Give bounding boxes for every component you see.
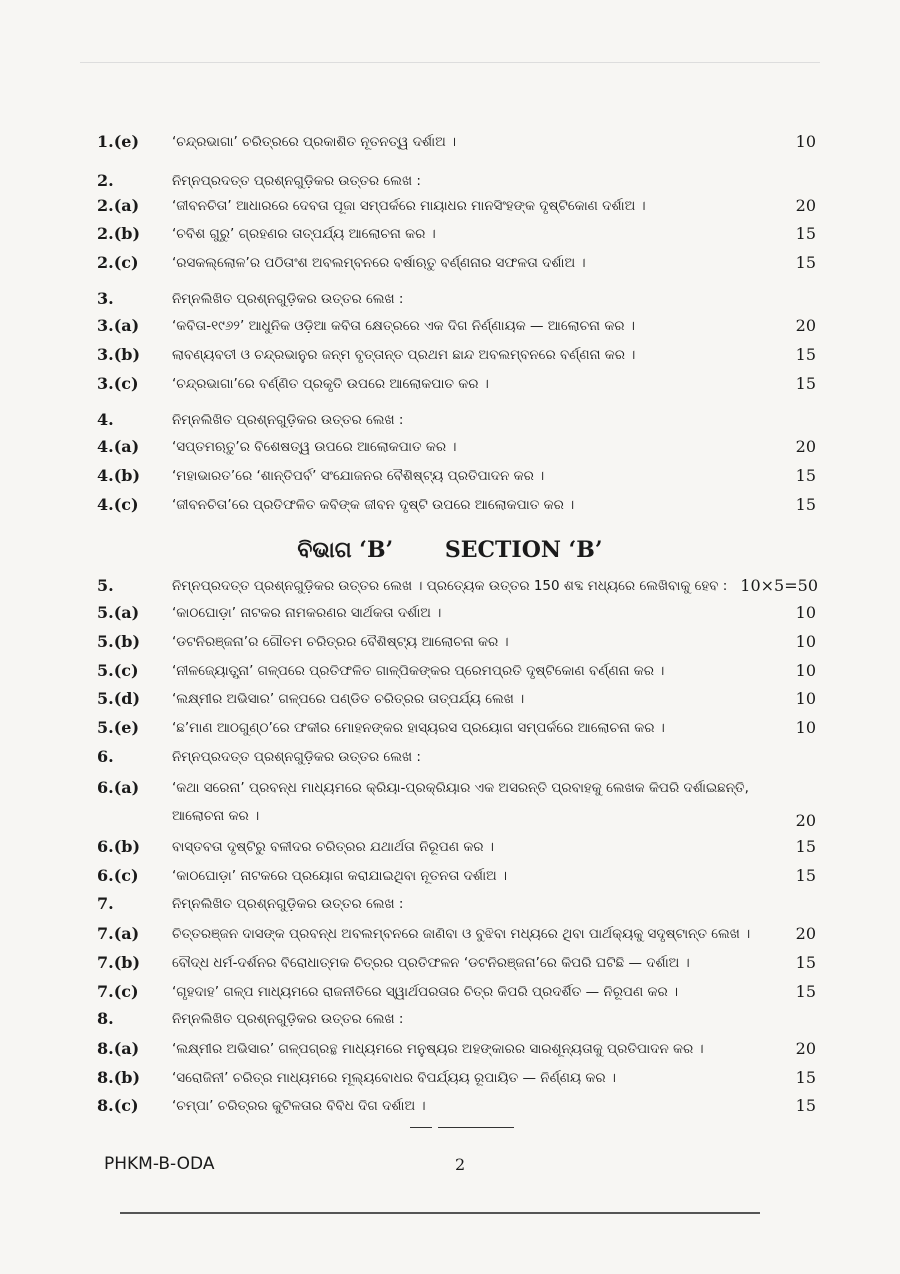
question-number: 6.(a) <box>97 778 140 797</box>
question-number: 8. <box>97 1009 114 1028</box>
question-row <box>0 220 900 248</box>
question-row <box>0 978 900 1006</box>
end-rule-short <box>410 1127 432 1128</box>
question-row <box>0 1092 900 1120</box>
question-text: ‘ଚନ୍ଦ୍ରଭାଗା’ ଚରିତ୍ରରେ ପ୍ରକାଶିତ ନୂତନତ୍ୱ ଦର୍ଶାଅ । <box>172 134 457 150</box>
question-text: ଚିତ୍ତରଞ୍ଜନ ଦାସଙ୍କ ପ୍ରବନ୍ଧ ଅବଲମ୍ବନରେ ଜାଣିବା ଓ ବୁଝିବା ମଧ୍ୟରେ ଥିବା ପାର୍ଥକ୍ୟକୁ ସଦୃଷ୍ଟାନ୍ତ ଲେଖ । <box>172 926 751 942</box>
question-text: ‘ଜୀବନଚିତା’ରେ ପ୍ରତିଫଳିତ କବିଙ୍କ ଜୀବନ ଦୃଷ୍ଟି ଉପରେ ଆଲୋକପାତ କର । <box>172 497 575 513</box>
question-row <box>0 1005 900 1033</box>
question-text: ‘ରସକଲ୍ଲୋଳ’ର ପଠିତାଂଶ ଅବଲମ୍ବନରେ ବର୍ଷାଋତୁ ବର୍ଣ୍ଣନାର ସଫଳତା ଦର୍ଶାଅ । <box>172 255 586 271</box>
question-text: ବୌଦ୍ଧ ଧର୍ମ-ଦର୍ଶନର ବିରୋଧାତ୍ମକ ଚିତ୍ରର ପ୍ରତିଫଳନ ‘ଡଟନିରଞ୍ଜନା’ରେ କିପରି ଘଟିଛି — ଦର୍ଶାଅ । <box>172 955 690 971</box>
question-text: ‘ଚମ୍ପା’ ଚରିତ୍ରର କୁଟିଳତାର ବିବିଧ ଦିଗ ଦର୍ଶାଅ । <box>172 1098 426 1114</box>
question-text: ‘ଲକ୍ଷ୍ମୀର ଅଭିସାର’ ଗଳ୍ପରେ ପଣ୍ଡିତ ଚରିତ୍ରର ତାତ୍ପର୍ଯ୍ୟ ଲେଖ । <box>172 691 525 707</box>
question-number: 2.(b) <box>97 224 141 243</box>
page-number: 2 <box>455 1155 466 1174</box>
question-marks: 15 <box>795 374 816 393</box>
question-row <box>0 285 900 313</box>
question-marks: 15 <box>795 866 816 885</box>
question-number: 5.(a) <box>97 603 140 622</box>
question-row <box>0 743 900 771</box>
question-text: ‘କଥା ସରେନା’ ପ୍ରବନ୍ଧ ମାଧ୍ୟମରେ କ୍ରିୟା-ପ୍ରକ୍ରିୟାର ଏକ ଅସରନ୍ତି ପ୍ରବାହକୁ ଲେଖକ କିପରି ଦର୍ଶାଇଛନ୍ତି, <box>172 780 749 796</box>
question-row <box>0 491 900 519</box>
section-heading <box>0 533 900 567</box>
question-text: ‘ସପ୍ତମଋତୁ’ର ବିଶେଷତ୍ୱ ଉପରେ ଆଲୋକପାତ କର । <box>172 439 457 455</box>
question-row <box>0 341 900 369</box>
question-text: ‘କବିତା-୧୯୬୨’ ଆଧୁନିକ ଓଡ଼ିଆ କବିତା କ୍ଷେତ୍ରରେ ଏକ ଦିଗ ନିର୍ଣ୍ଣାୟକ — ଆଲୋଚନା କର । <box>172 318 635 334</box>
question-number: 5.(d) <box>97 689 141 708</box>
question-row <box>0 862 900 890</box>
question-number: 5.(b) <box>97 632 141 651</box>
question-marks: 15 <box>795 495 816 514</box>
question-marks: 15 <box>795 253 816 272</box>
question-number: 4.(b) <box>97 466 141 485</box>
question-number: 6.(c) <box>97 866 139 885</box>
question-marks: 15 <box>795 466 816 485</box>
question-number: 4.(a) <box>97 437 140 456</box>
question-marks: 20 <box>795 1039 816 1058</box>
question-number: 8.(c) <box>97 1096 139 1115</box>
question-text: ନିମ୍ନଲିଖିତ ପ୍ରଶ୍ନଗୁଡ଼ିକର ଉତ୍ତର ଲେଖ : <box>172 1011 404 1027</box>
question-text: ‘ଛ’ମାଣ ଆଠଗୁଣ୍ଠ’ରେ ଫକୀର ମୋହନଙ୍କର ହାସ୍ୟରସ ପ୍ରୟୋଗ ସମ୍ପର୍କରେ ଆଲୋଚନା କର । <box>172 720 665 736</box>
question-text: ବାସ୍ତବତା ଦୃଷ୍ଟିରୁ ବଳୀଦର ଚରିତ୍ରର ଯଥାର୍ଥତା ନିରୂପଣ କର । <box>172 839 494 855</box>
question-marks: 20 <box>795 437 816 456</box>
question-number: 2. <box>97 171 114 190</box>
question-number: 6.(b) <box>97 837 141 856</box>
question-number: 3.(b) <box>97 345 141 364</box>
question-number: 4. <box>97 410 114 429</box>
question-number: 7. <box>97 894 114 913</box>
question-row <box>0 192 900 220</box>
top-divider <box>80 62 820 63</box>
question-text: ‘ସରୋଜିନୀ’ ଚରିତ୍ର ମାଧ୍ୟମରେ ମୂଲ୍ୟବୋଧର ବିପର୍ଯ୍ୟୟ ରୂପାୟିତ — ନିର୍ଣ୍ଣୟ କର । <box>172 1070 617 1086</box>
question-row <box>0 312 900 340</box>
question-text: ଲାବଣ୍ୟବତୀ ଓ ଚନ୍ଦ୍ରଭାନୁର ଜନ୍ମ ବୃତ୍ତାନ୍ତ ପ୍ରଥମ ଛାନ୍ଦ ଅବଲମ୍ବନରେ ବର୍ଣ୍ଣନା କର । <box>172 347 636 363</box>
question-row <box>0 714 900 742</box>
question-row <box>0 1035 900 1063</box>
question-text: ‘ମହାଭାରତ’ରେ ‘ଶାନ୍ତିପର୍ବ’ ସଂଯୋଜନର ବୈଶିଷ୍ଟ୍ୟ ପ୍ରତିପାଦନ କର । <box>172 468 545 484</box>
question-number: 3. <box>97 289 114 308</box>
question-number: 5.(e) <box>97 718 140 737</box>
question-number: 8.(b) <box>97 1068 141 1087</box>
question-marks: 20 <box>795 196 816 215</box>
question-row <box>0 572 900 600</box>
question-number: 5.(c) <box>97 661 139 680</box>
question-marks: 20 <box>795 811 816 830</box>
question-text: ‘ଚବିଶ ଗୁରୁ’ ଗ୍ରହଣର ତାତ୍ପର୍ଯ୍ୟ ଆଲୋଚନା କର । <box>172 226 436 242</box>
question-marks: 15 <box>795 982 816 1001</box>
question-number: 1.(e) <box>97 132 140 151</box>
question-marks: 10 <box>795 132 816 151</box>
question-marks: 10 <box>795 603 816 622</box>
section-title-english: SECTION ‘B’ <box>444 537 603 563</box>
question-row <box>0 890 900 918</box>
question-row <box>0 167 900 195</box>
bottom-divider <box>120 1212 760 1214</box>
question-marks: 15 <box>795 224 816 243</box>
question-marks: 15 <box>795 345 816 364</box>
question-text: ‘ନୀଳଜ୍ୟୋତ୍ସ୍ନା’ ଗଳ୍ପରେ ପ୍ରତିଫଳିତ ଗାଳ୍ପିକଙ୍କର ପ୍ରେମପ୍ରତି ଦୃଷ୍ଟିକୋଣ ବର୍ଣ୍ଣନା କର । <box>172 663 665 679</box>
question-text: ନିମ୍ନପ୍ରଦତ୍ତ ପ୍ରଶ୍ନଗୁଡ଼ିକର ଉତ୍ତର ଲେଖ । ପ୍ରତ୍ୟେକ ଉତ୍ତର 150 ଶବ୍ଦ ମଧ୍ୟରେ ଲେଖିବାକୁ ହେବ : <box>172 578 728 594</box>
question-row <box>0 433 900 461</box>
question-row <box>0 657 900 685</box>
question-text: ନିମ୍ନପ୍ରଦତ୍ତ ପ୍ରଶ୍ନଗୁଡ଼ିକର ଉତ୍ତର ଲେଖ : <box>172 173 421 189</box>
question-text: ‘ଲକ୍ଷ୍ମୀର ଅଭିସାର’ ଗଳ୍ପଗ୍ରନ୍ଥ ମାଧ୍ୟମରେ ମନୁଷ୍ୟର ଅହଙ୍କାରର ସାରଶୂନ୍ୟତାକୁ ପ୍ରତିପାଦନ କର । <box>172 1041 704 1057</box>
question-text: ‘ଚନ୍ଦ୍ରଭାଗା’ରେ ବର୍ଣ୍ଣିତ ପ୍ରକୃତି ଉପରେ ଆଲୋକପାତ କର । <box>172 376 489 392</box>
question-marks: 20 <box>795 316 816 335</box>
question-row <box>0 128 900 156</box>
question-number: 8.(a) <box>97 1039 140 1058</box>
question-row <box>0 599 900 627</box>
question-text: ‘କାଠଘୋଡ଼ା’ ନାଟକର ନାମକରଣର ସାର୍ଥକତା ଦର୍ଶାଅ । <box>172 605 442 621</box>
question-text: ‘ଗୃହଦାହ’ ଗଳ୍ପ ମାଧ୍ୟମରେ ରାଜନୀତିରେ ସ୍ୱାର୍ଥପରତାର ଚିତ୍ର କିପରି ପ୍ରଦର୍ଶିତ — ନିରୂପଣ କର । <box>172 984 679 1000</box>
question-row <box>0 685 900 713</box>
question-marks: 10×5=50 <box>740 576 818 595</box>
question-text: ‘କାଠଘୋଡ଼ା’ ନାଟକରେ ପ୍ରୟୋଗ କରାଯାଇଥିବା ନୂତନତା ଦର୍ଶାଅ । <box>172 868 508 884</box>
question-number: 5. <box>97 576 114 595</box>
question-text: ‘ଡଟନିରଞ୍ଜନା’ର ଗୌତମ ଚରିତ୍ରର ବୈଶିଷ୍ଟ୍ୟ ଆଲୋଚନା କର । <box>172 634 509 650</box>
question-number: 3.(a) <box>97 316 140 335</box>
question-marks: 10 <box>795 718 816 737</box>
question-marks: 10 <box>795 632 816 651</box>
question-marks: 20 <box>795 924 816 943</box>
question-row <box>0 406 900 434</box>
question-marks: 15 <box>795 837 816 856</box>
question-number: 7.(b) <box>97 953 141 972</box>
question-row <box>0 949 900 977</box>
question-text: ନିମ୍ନଲିଖିତ ପ୍ରଶ୍ନଗୁଡ଼ିକର ଉତ୍ତର ଲେଖ : <box>172 412 404 428</box>
question-text: ‘ଜୀବନଚିତା’ ଆଧାରରେ ଦେବତା ପୂଜା ସମ୍ପର୍କରେ ମାୟାଧର ମାନସିଂହଙ୍କ ଦୃଷ୍ଟିକୋଣ ଦର୍ଶାଅ । <box>172 198 646 214</box>
question-marks: 15 <box>795 1068 816 1087</box>
question-text-continued: ଆଲୋଚନା କର । <box>172 808 260 824</box>
question-number: 4.(c) <box>97 495 139 514</box>
question-row <box>0 833 900 861</box>
question-marks: 10 <box>795 689 816 708</box>
paper-code: PHKM-B-ODA <box>104 1154 215 1174</box>
question-text: ନିମ୍ନପ୍ରଦତ୍ତ ପ୍ରଶ୍ନଗୁଡ଼ିକର ଉତ୍ତର ଲେଖ : <box>172 749 421 765</box>
question-row <box>0 920 900 948</box>
question-marks: 15 <box>795 953 816 972</box>
question-number: 6. <box>97 747 114 766</box>
question-number: 7.(a) <box>97 924 140 943</box>
question-row <box>0 370 900 398</box>
question-number: 3.(c) <box>97 374 139 393</box>
question-number: 2.(c) <box>97 253 139 272</box>
question-row <box>0 1064 900 1092</box>
question-text: ନିମ୍ନଲିଖିତ ପ୍ରଶ୍ନଗୁଡ଼ିକର ଉତ୍ତର ଲେଖ : <box>172 896 404 912</box>
question-number: 2.(a) <box>97 196 140 215</box>
end-rule-long <box>438 1127 514 1128</box>
section-title-odia: ବିଭାଗ ‘B’ <box>297 537 394 563</box>
question-row <box>0 628 900 656</box>
question-marks: 15 <box>795 1096 816 1115</box>
question-row <box>0 462 900 490</box>
question-row <box>0 249 900 277</box>
question-marks: 10 <box>795 661 816 680</box>
question-text: ନିମ୍ନଲିଖିତ ପ୍ରଶ୍ନଗୁଡ଼ିକର ଉତ୍ତର ଲେଖ : <box>172 291 404 307</box>
question-number: 7.(c) <box>97 982 139 1001</box>
